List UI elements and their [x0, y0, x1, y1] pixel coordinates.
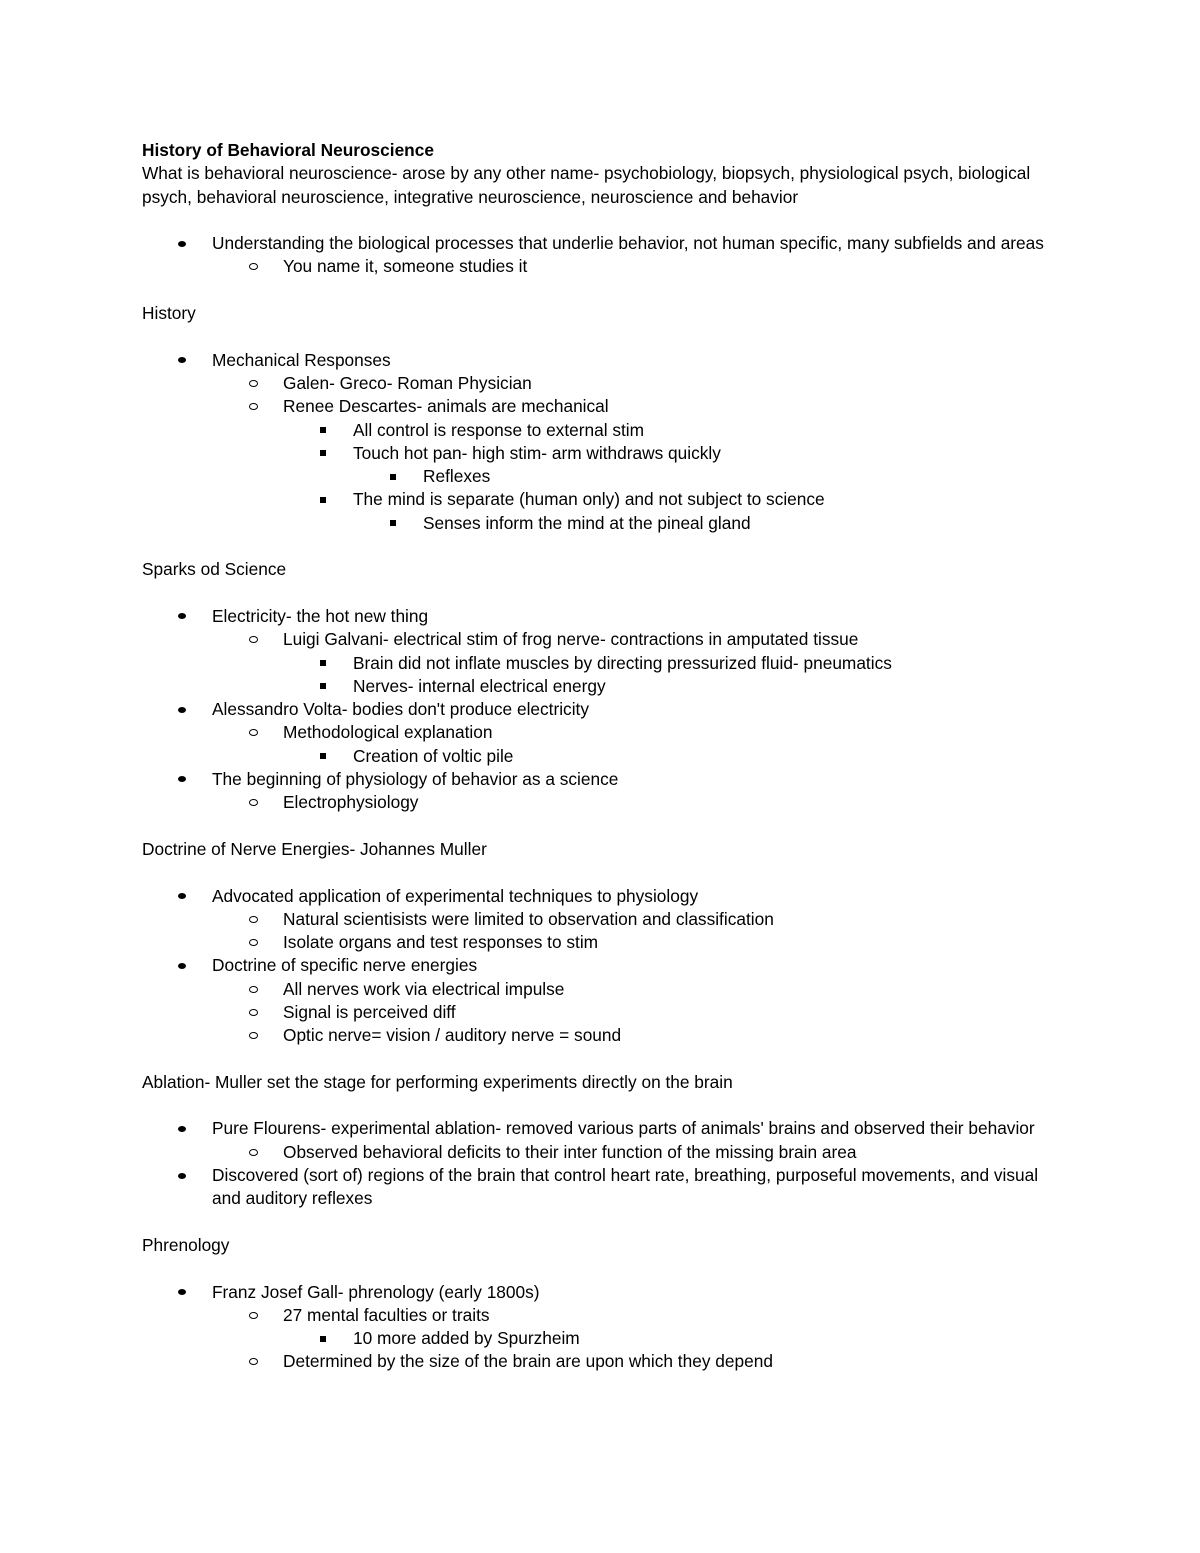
bullet-circle-icon — [246, 908, 260, 931]
spacer — [142, 1094, 1062, 1117]
section-heading-doctrine: Doctrine of Nerve Energies- Johannes Muller — [142, 838, 487, 859]
spacer — [142, 1257, 1062, 1280]
bullet-square-icon — [386, 512, 400, 535]
intro-paragraph: What is behavioral neuroscience- arose by any other name- psychobiology, biopsych, physiological psych, biological psych, behavioral neuroscience, integrative neuroscience, neuroscience and behavior — [142, 163, 1031, 207]
document-title: History of Behavioral Neuroscience — [142, 140, 434, 160]
section-heading-sparks: Sparks od Science — [142, 559, 287, 580]
bullet-disc-icon — [175, 1164, 189, 1187]
list-item: Reflexes — [142, 465, 1062, 488]
list-item: All nerves work via electrical impulse — [142, 978, 1062, 1001]
list-item: Renee Descartes- animals are mechanical — [142, 395, 1062, 418]
list-item: Advocated application of experimental techniques to physiology — [142, 885, 1062, 908]
spacer — [142, 325, 1062, 348]
section-heading-phrenology: Phrenology — [142, 1234, 230, 1255]
ablation-list — [142, 1117, 1062, 1210]
list-item: Nerves- internal electrical energy — [142, 675, 1062, 698]
bullet-circle-icon — [246, 1350, 260, 1373]
history-list — [142, 349, 1062, 535]
list-item: Natural scientisists were limited to observation and classification — [142, 908, 1062, 931]
bullet-circle-icon — [246, 931, 260, 954]
list-item: Luigi Galvani- electrical stim of frog nerve- contractions in amputated tissue — [142, 628, 1062, 651]
bullet-square-icon — [316, 1327, 330, 1350]
bullet-square-icon — [316, 675, 330, 698]
list-item: All control is response to external stim — [142, 419, 1062, 442]
bullet-circle-icon — [246, 628, 260, 651]
list-item: Observed behavioral deficits to their inter function of the missing brain area — [142, 1141, 1062, 1164]
list-item: Creation of voltic pile — [142, 745, 1062, 768]
list-item: Alessandro Volta- bodies don't produce electricity — [142, 698, 1062, 721]
spacer — [142, 815, 1062, 838]
spacer — [142, 1048, 1062, 1071]
bullet-circle-icon — [246, 721, 260, 744]
bullet-circle-icon — [246, 395, 260, 418]
bullet-disc-icon — [175, 954, 189, 977]
bullet-circle-icon — [246, 1141, 260, 1164]
bullet-square-icon — [316, 745, 330, 768]
list-item: You name it, someone studies it — [142, 255, 1062, 278]
list-item: 10 more added by Spurzheim — [142, 1327, 1062, 1350]
list-item: Understanding the biological processes that underlie behavior, not human specific, many subfields and areas — [142, 232, 1062, 255]
bullet-disc-icon — [175, 349, 189, 372]
bullet-disc-icon — [175, 1281, 189, 1304]
bullet-circle-icon — [246, 372, 260, 395]
list-item: The mind is separate (human only) and not subject to science — [142, 488, 1062, 511]
bullet-circle-icon — [246, 978, 260, 1001]
spacer — [142, 279, 1062, 302]
doctrine-list — [142, 885, 1062, 1048]
list-item: Determined by the size of the brain are upon which they depend — [142, 1350, 1062, 1373]
spacer — [142, 535, 1062, 558]
bullet-circle-icon — [246, 1304, 260, 1327]
bullet-disc-icon — [175, 768, 189, 791]
bullet-square-icon — [316, 652, 330, 675]
bullet-circle-icon — [246, 791, 260, 814]
spacer — [142, 582, 1062, 605]
list-item: Galen- Greco- Roman Physician — [142, 372, 1062, 395]
list-item: Discovered (sort of) regions of the brain that control heart rate, breathing, purposeful movements, and visual and auditory reflexes — [142, 1164, 1062, 1211]
bullet-disc-icon — [175, 1117, 189, 1140]
list-item: Doctrine of specific nerve energies — [142, 954, 1062, 977]
spacer — [142, 209, 1062, 232]
bullet-disc-icon — [175, 885, 189, 908]
list-item: 27 mental faculties or traits — [142, 1304, 1062, 1327]
list-item: Electrophysiology — [142, 791, 1062, 814]
bullet-disc-icon — [175, 698, 189, 721]
list-item: The beginning of physiology of behavior as a science — [142, 768, 1062, 791]
list-item: Methodological explanation — [142, 721, 1062, 744]
bullet-circle-icon — [246, 1001, 260, 1024]
intro-list — [142, 232, 1062, 279]
list-item: Isolate organs and test responses to stim — [142, 931, 1062, 954]
bullet-square-icon — [316, 442, 330, 465]
bullet-circle-icon — [246, 1024, 260, 1047]
sparks-list — [142, 605, 1062, 815]
section-heading-history: History — [142, 303, 196, 324]
bullet-disc-icon — [175, 605, 189, 628]
bullet-square-icon — [316, 419, 330, 442]
list-item: Pure Flourens- experimental ablation- removed various parts of animals' brains and observed their behavior — [142, 1117, 1062, 1140]
spacer — [142, 861, 1062, 884]
bullet-square-icon — [386, 465, 400, 488]
bullet-disc-icon — [175, 232, 189, 255]
bullet-circle-icon — [246, 255, 260, 278]
list-item: Brain did not inflate muscles by directing pressurized fluid- pneumatics — [142, 652, 1062, 675]
phrenology-list — [142, 1281, 1062, 1374]
list-item: Touch hot pan- high stim- arm withdraws quickly — [142, 442, 1062, 465]
list-item: Mechanical Responses — [142, 349, 1062, 372]
document-content — [142, 139, 1062, 1374]
list-item: Senses inform the mind at the pineal gland — [142, 512, 1062, 535]
bullet-square-icon — [316, 488, 330, 511]
section-heading-ablation: Ablation- Muller set the stage for performing experiments directly on the brain — [142, 1071, 733, 1092]
list-item: Signal is perceived diff — [142, 1001, 1062, 1024]
list-item: Optic nerve= vision / auditory nerve = sound — [142, 1024, 1062, 1047]
list-item: Franz Josef Gall- phrenology (early 1800s) — [142, 1281, 1062, 1304]
list-item: Electricity- the hot new thing — [142, 605, 1062, 628]
spacer — [142, 1211, 1062, 1234]
